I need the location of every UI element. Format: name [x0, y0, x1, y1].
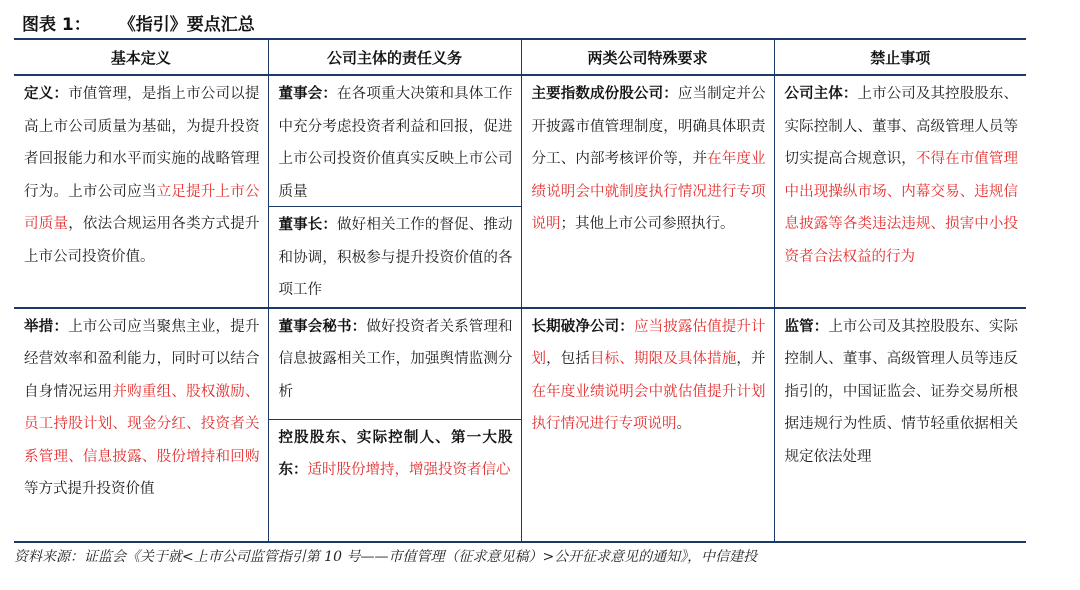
index-label: 主要指数成份股公司：: [531, 86, 678, 102]
ban-label: 公司主体：: [784, 86, 858, 102]
table-row: [14, 75, 1026, 308]
cell-definition: [14, 75, 268, 308]
pb-highlight-report: 在年度业绩说明会中就估值提升计划执行情况进行专项说明: [531, 383, 766, 432]
index-text: 应当制定并公开披露市值管理制度，明确具体职责分工、内部考核评价等，并: [531, 86, 766, 167]
index-text-end: ；其他上市公司参照执行。: [560, 216, 735, 232]
ban-highlight: 不得在市值管理中出现操纵市场、内幕交易、违规信息披露等各类违法违规、损害中小投资者合法权益的行为: [784, 151, 1019, 265]
pb-text-3: 。: [676, 416, 691, 432]
supervise-text: 上市公司及其控股股东、实际控制人、董事、高级管理人员等违反指引的，中国证监会、证券交易所根据违规行为性质、情节轻重依据相关规定依法处理: [784, 318, 1019, 465]
header-responsibilities: 公司主体的责任义务: [268, 40, 521, 75]
index-highlight: 在年度业绩说明会中就制度执行情况进行专项说明: [531, 151, 766, 232]
definition-label: 定义：: [24, 86, 69, 102]
header-row: [14, 40, 1026, 75]
definition-highlight: 立足提升上市公司质量: [24, 183, 260, 232]
figure-label: 图表 1：: [22, 15, 91, 35]
holder-label: 控股股东、实际控制人、第一大股东：: [278, 429, 513, 478]
pb-text-1: ，包括: [546, 351, 591, 367]
definition-text: 市值管理，是指上市公司以提高上市公司质量为基础，为提升投资者回报能力和水平而实施的战略管理行为。上市公司应当: [24, 86, 260, 200]
measure-highlight: 并购重组、股权激励、员工持股计划、现金分红、投资者关系管理、信息披露、股份增持和回购: [24, 383, 260, 465]
cell-measures: [14, 308, 268, 542]
header-basic-definition: 基本定义: [14, 40, 268, 75]
cell-index-companies: [521, 75, 774, 308]
holder-highlight: 适时股份增持，增强投资者信心: [307, 462, 511, 478]
pb-highlight-plan: 应当披露估值提升计划: [531, 318, 766, 367]
board-label: 董事会：: [278, 86, 338, 102]
pb-highlight-targets: 目标、期限及具体措施: [590, 351, 737, 367]
board-text: 在各项重大决策和具体工作中充分考虑投资者利益和回报，促进上市公司投资价值真实反映上市公司质量: [278, 86, 513, 200]
pb-text-2: ，并: [736, 351, 766, 367]
table-row: [14, 308, 1026, 542]
summary-table: [14, 40, 1026, 543]
header-special-requirements: 两类公司特殊要求: [521, 40, 774, 75]
figure-caption: 《指引》要点汇总: [118, 15, 255, 35]
secretary-label: 董事会秘书：: [278, 318, 367, 335]
cell-prohibition: [774, 75, 1026, 308]
measure-label: 举措：: [24, 318, 69, 335]
chair-text: 做好相关工作的督促、推动和协调，积极参与提升投资价值的各项工作: [278, 217, 513, 298]
measure-text-end: 等方式提升投资价值: [24, 481, 155, 497]
source-note: 资料来源：证监会《关于就<上市公司监管指引第 10 号——市值管理（征求意见稿）>公开征求意见的通知》，中信建投: [14, 549, 758, 565]
definition-text-end: ，依法合规运用各类方式提升上市公司投资价值。: [24, 216, 260, 265]
secretary-text: 做好投资者关系管理和信息披露相关工作，加强舆情监测分析: [278, 318, 513, 400]
ban-text: 上市公司及其控股股东、实际控制人、董事、高级管理人员等切实提高合规意识，: [784, 86, 1018, 167]
header-prohibitions: 禁止事项: [774, 40, 1026, 75]
chair-label: 董事长：: [278, 217, 338, 233]
cell-below-book: [521, 308, 774, 542]
supervise-label: 监管：: [784, 318, 829, 335]
pb-label: 长期破净公司：: [531, 318, 634, 335]
figure-title: [22, 10, 255, 35]
measure-text: 上市公司应当聚焦主业，提升经营效率和盈利能力，同时可以结合自身情况运用: [24, 318, 260, 400]
cell-supervision: [774, 308, 1026, 542]
cell-board-duties: [268, 75, 521, 308]
cell-secretary-holder: [268, 308, 521, 542]
